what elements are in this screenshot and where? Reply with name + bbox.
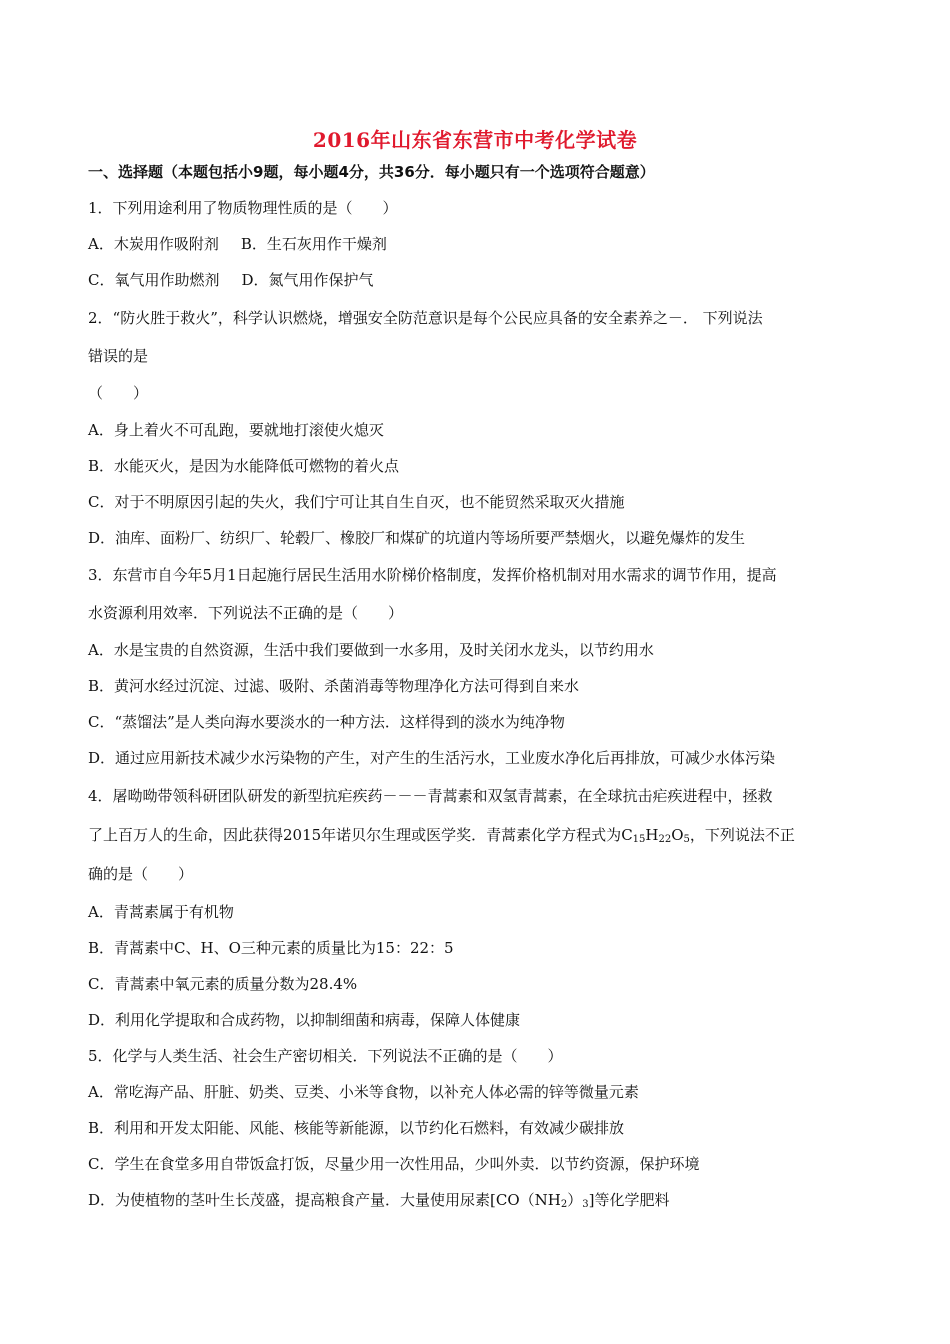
q5-option-a: A．常吃海产品、肝脏、奶类、豆类、小米等食物，以补充人体必需的锌等微量元素 [88,1083,639,1101]
q1-options-row2 [88,270,374,290]
section-heading: 一、选择题（本题包括小9题，每小题4分，共36分．每小题只有一个选项符合题意） [88,163,655,181]
q3-option-a: A．水是宝贵的自然资源，生活中我们要做到一水多用，及时关闭水龙头，以节约用水 [88,641,654,659]
formula-h: H [645,826,659,844]
formula-c: C [621,826,633,844]
page-title: 2016年山东省东营市中考化学试卷 [312,128,638,152]
q1-stem: 1．下列用途利用了物质物理性质的是（ ） [88,199,398,217]
q2-stem-line3: （ ） [88,384,149,402]
q1-option-b: B．生石灰用作干燥剂 [240,235,387,253]
q5-option-d-paren: ） [567,1191,583,1209]
q4-stem-line1: 4．屠呦呦带领科研团队研发的新型抗疟疾药－－－青蒿素和双氢青蒿素，在全球抗击疟疾进程中，拯救 [88,787,773,805]
q4-stem-line3: 确的是（ ） [88,865,194,883]
q4-stem-line2-tail: ，下列说法不正 [689,826,795,844]
q2-stem-line1: 2．“防火胜于救火”，科学认识燃烧，增强安全防范意识是每个公民应具备的安全素养之－． 下列说法 [88,309,763,327]
q4-option-a: A．青蒿素属于有机物 [88,903,234,921]
formula-o-sub: 5 [683,834,690,845]
q5-option-d-tail: ]等化学肥料 [588,1191,670,1209]
q4-option-d: D．利用化学提取和合成药物，以抑制细菌和病毒，保障人体健康 [88,1011,521,1029]
q3-option-d: D．通过应用新技术减少水污染物的产生，对产生的生活污水，工业废水净化后再排放，可减少水体污染 [88,749,776,767]
formula-o: O [671,826,684,844]
q2-option-a: A．身上着火不可乱跑，要就地打滚使火熄灭 [88,421,384,439]
q5-option-d-text: D．为使植物的茎叶生长茂盛，提高粮食产量．大量使用尿素[CO（NH [88,1191,561,1209]
q4-option-c: C．青蒿素中氧元素的质量分数为28.4% [88,975,358,993]
q5-option-c: C．学生在食堂多用自带饭盒打饭，尽量少用一次性用品，少叫外卖．以节约资源，保护环境 [88,1155,700,1173]
q2-option-d: D．油库、面粉厂、纺织厂、轮毂厂、橡胶厂和煤矿的坑道内等场所要严禁烟火，以避免爆炸的发生 [88,529,746,547]
q3-option-c: C．“蒸馏法”是人类向海水要淡水的一种方法．这样得到的淡水为纯净物 [88,713,565,731]
q5-option-b: B．利用和开发太阳能、风能、核能等新能源，以节约化石燃料，有效减少碳排放 [88,1119,625,1137]
q1-options-row1 [88,234,387,254]
q3-option-b: B．黄河水经过沉淀、过滤、吸附、杀菌消毒等物理净化方法可得到自来水 [88,677,580,695]
formula-h-sub: 22 [658,834,672,845]
q1-option-a: A．木炭用作吸附剂 [88,235,219,253]
nh2-sub: 2 [560,1199,568,1210]
q3-stem-line1: 3．东营市自今年5月1日起施行居民生活用水阶梯价格制度，发挥价格机制对用水需求的调节作用，提高 [88,566,777,584]
formula-c-sub: 15 [632,834,646,845]
q4-stem-line2-text: 了上百万人的生命，因此获得2015年诺贝尔生理或医学奖．青蒿素化学方程式为 [88,826,622,844]
q3-stem-line2: 水资源利用效率．下列说法不正确的是（ ） [88,604,404,622]
q2-option-b: B．水能灭火，是因为水能降低可燃物的着火点 [88,457,400,475]
paren-sub: 3 [582,1199,589,1210]
q1-option-c: C．氧气用作助燃剂 [88,271,220,289]
q5-stem: 5．化学与人类生活、社会生产密切相关．下列说法不正确的是（ ） [88,1047,563,1065]
q2-option-c: C．对于不明原因引起的失火，我们宁可让其自生自灭，也不能贸然采取灭火措施 [88,493,625,511]
q4-option-b: B．青蒿素中C、H、O三种元素的质量比为15：22：5 [88,939,454,957]
q5-option-d [88,1190,670,1215]
q1-option-d: D．氮气用作保护气 [241,271,374,289]
q4-stem-line2 [88,825,795,850]
q2-stem-line2: 错误的是 [88,347,149,365]
